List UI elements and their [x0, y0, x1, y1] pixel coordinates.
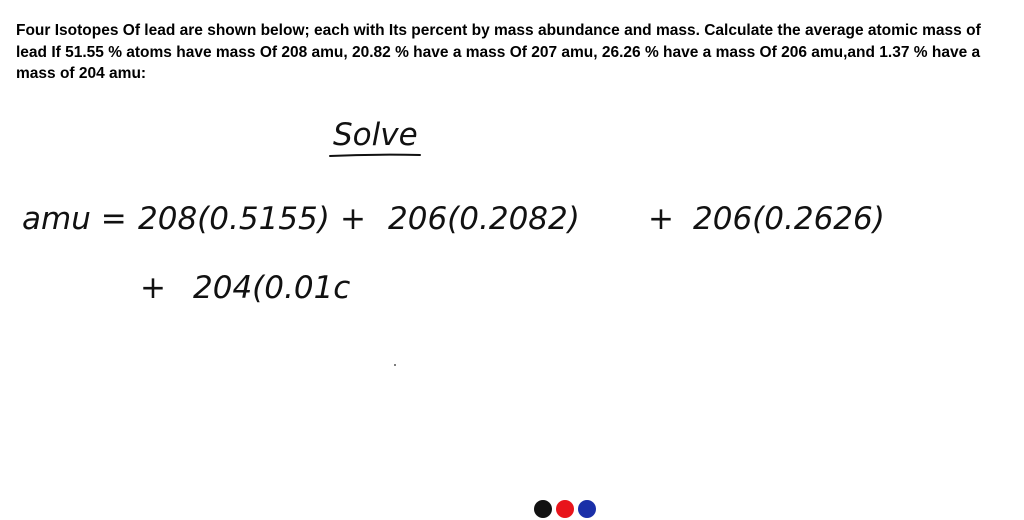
blue-pen-dot[interactable]	[578, 500, 596, 518]
term-206-b: 206(0.2626)	[693, 201, 885, 237]
term-204: 204(0.01c	[193, 270, 351, 306]
amu-label: amu =	[22, 201, 127, 237]
stray-dot	[394, 364, 396, 366]
pen-color-picker	[534, 500, 596, 520]
solve-heading: Solve	[333, 117, 418, 153]
question-text: Four Isotopes Of lead are shown below; each with Its percent by mass abundance and mass. Calculate the average atomic mass of lead If 51.55 % atoms have mass Of 208 amu, 20.82 % have a mass Of 207 amu, 26.26 % have a mass Of 206 amu,and 1.37 % have a mass of 204 amu:	[16, 22, 981, 82]
term-208: 208(0.5155)	[138, 201, 330, 237]
solve-underline	[330, 155, 420, 156]
plus-sign-1: +	[340, 201, 366, 237]
plus-sign-3: +	[140, 270, 166, 306]
red-pen-dot[interactable]	[556, 500, 574, 518]
plus-sign-2: +	[648, 201, 674, 237]
black-pen-dot[interactable]	[534, 500, 552, 518]
term-206-a: 206(0.2082)	[388, 201, 580, 237]
